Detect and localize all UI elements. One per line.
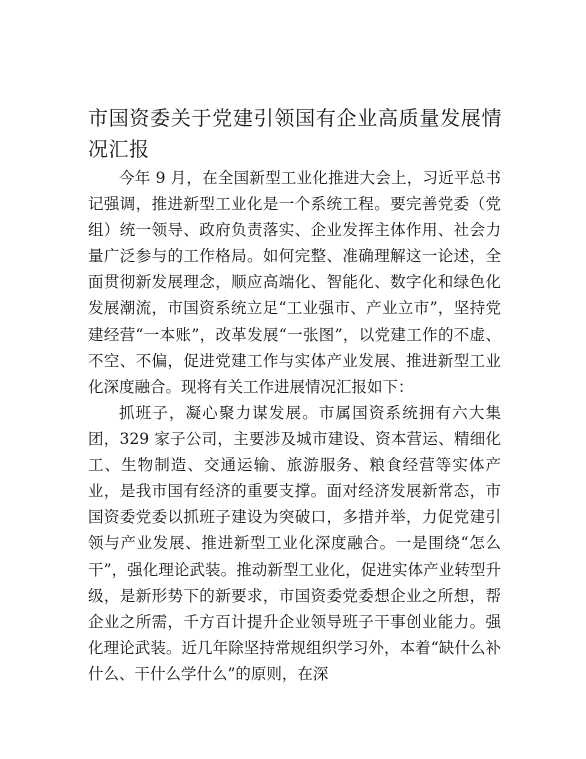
intro-paragraph: 今年 9 月，在全国新型工业化推进大会上，习近平总书记强调，推进新型工业化是一个系统工程。要完善党委（党组）统一领导、政府负责落实、企业发挥主体作用、社会力量广泛参与的工作格局。如何完整、准确理解这一论述，全面贯彻新发展理念，顺应高端化、智能化、数字化和绿色化发展潮流，市国资系统立足“工业强市、产业立市”，坚持党建经营“一本账”，改革发展“一张图”，以党建工作的不虚、不空、不偏，促进党建工作与实体产业发展、推进新型工业化深度融合。现将有关工作进展情况汇报如下： [88, 169, 501, 396]
section-paragraph: 抓班子，凝心聚力谋发展。市属国资系统拥有六大集团，329 家子公司，主要涉及城市建设、资本营运、精细化工、生物制造、交通运输、旅游服务、粮食经营等实体产业，是我市国有经济的重要支撑。面对经济发展新常态，市国资委党委以抓班子建设为突破口，多措并举，力促党建引领与产业发展、推进新型工业化深度融合。一是围绕“怎么干”，强化理论武装。推动新型工业化，促进实体产业转型升级，是新形势下的新要求，市国资委党委想企业之所想，帮企业之所需，千方百计提升企业领导班子干事创业能力。强化理论武装。近几年除坚持常规组织学习外，本着“缺什么补什么、干什么学什么”的原则，在深 [88, 404, 501, 683]
document-title: 市国资委关于党建引领国有企业高质量发展情况汇报 [88, 106, 502, 161]
